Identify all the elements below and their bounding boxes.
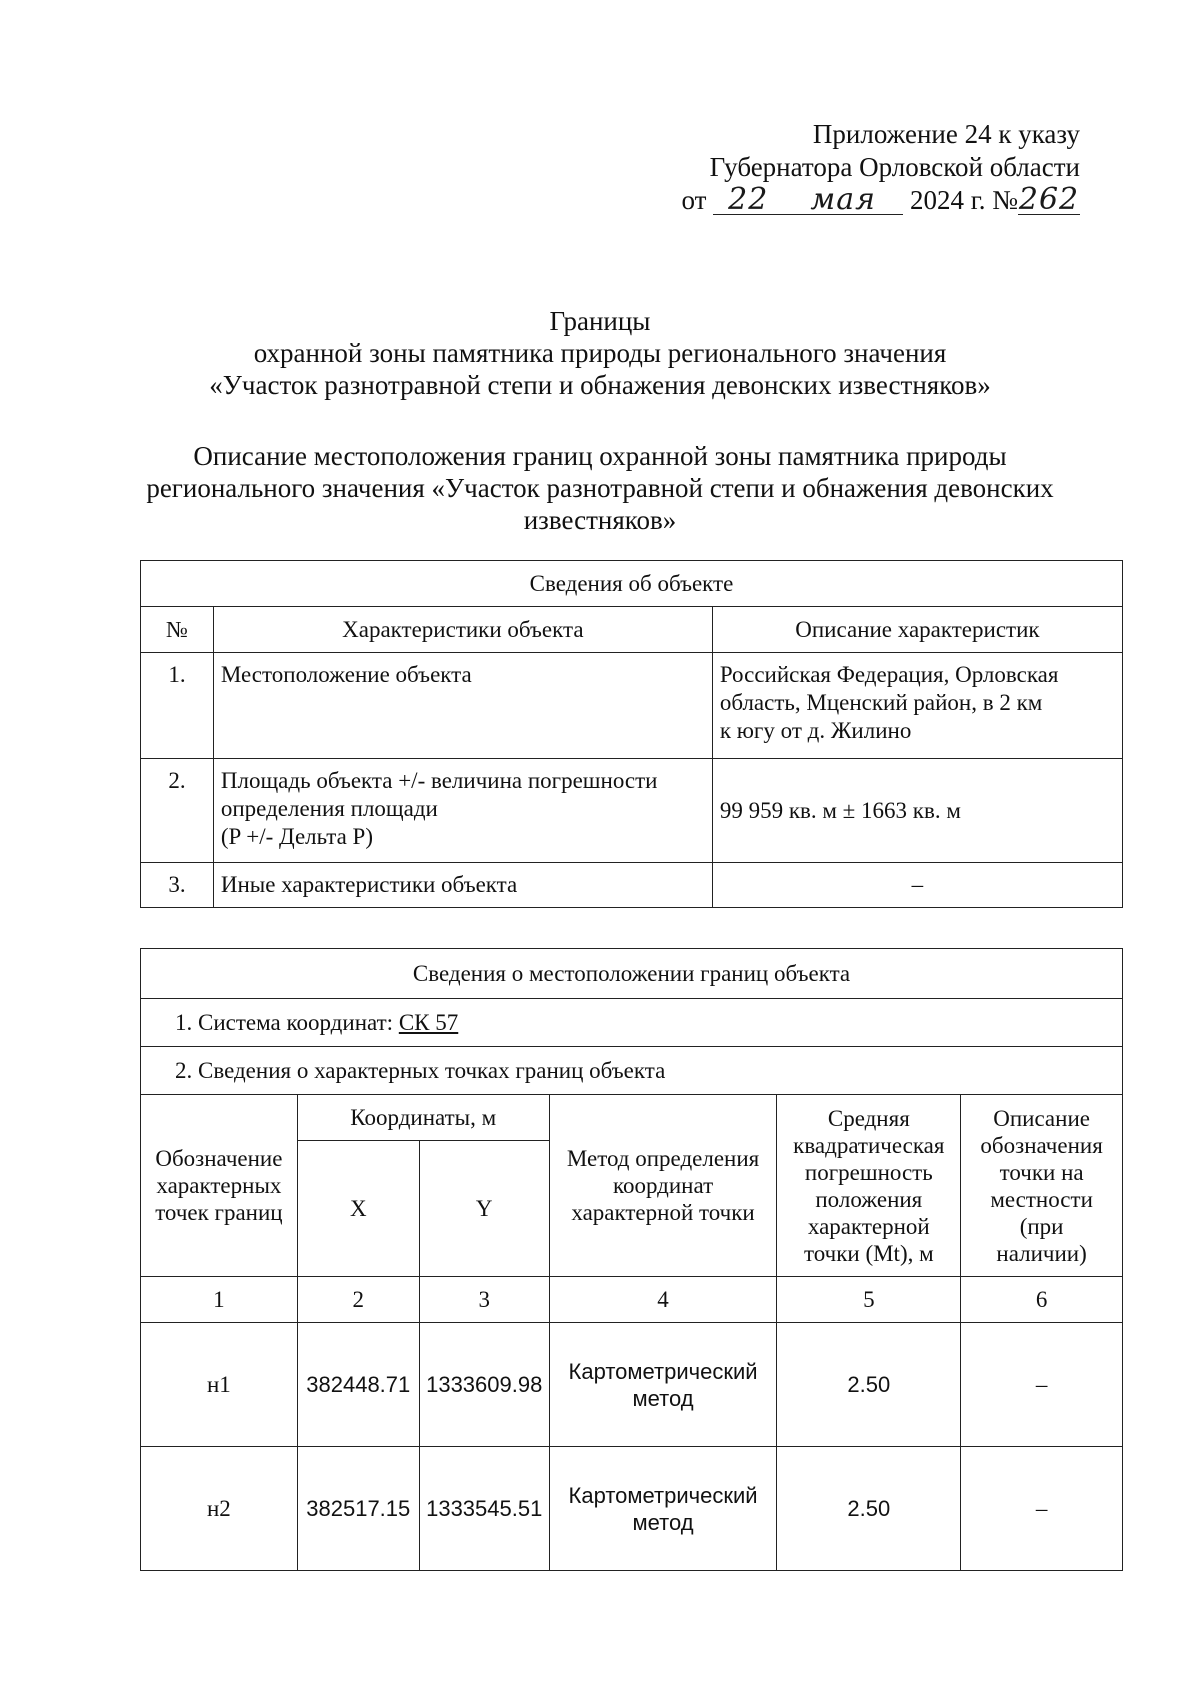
text-line: точки (Mt), м <box>803 1240 934 1266</box>
text-line: точек границ <box>155 1200 283 1225</box>
table-row <box>141 863 1123 908</box>
appendix-line-2: Губернатора Орловской области <box>709 152 1080 182</box>
date-prefix: от <box>681 185 707 215</box>
point-method <box>549 1447 777 1571</box>
document-subtitle <box>120 440 1080 536</box>
point-y: 1333545.51 <box>419 1447 549 1571</box>
text-line: точки на <box>999 1159 1084 1185</box>
text-line: Местоположение объекта <box>220 662 472 687</box>
column-number: 2 <box>297 1277 419 1323</box>
title-line-2: охранной зоны памятника природы регионального значения <box>253 338 947 368</box>
point-error: 2.50 <box>777 1323 961 1447</box>
header-x: X <box>297 1141 419 1277</box>
date-month-handwritten: мая <box>783 186 903 215</box>
header-y: Y <box>419 1141 549 1277</box>
table-row <box>141 1323 1123 1447</box>
row-description <box>712 759 1122 863</box>
point-x: 382448.71 <box>297 1323 419 1447</box>
text-line: Российская Федерация, Орловская <box>719 662 1059 687</box>
subtitle-line-1: Описание местоположения границ охранной зоны памятника природы <box>193 441 1007 471</box>
column-numbers-row <box>141 1277 1123 1323</box>
document-title <box>120 305 1080 401</box>
col-header-number: № <box>141 607 214 653</box>
date-day-handwritten: 22 <box>713 186 783 215</box>
row-number: 2. <box>141 759 214 863</box>
header-error <box>777 1095 961 1277</box>
text-line: наличии) <box>996 1240 1087 1266</box>
col-header-description: Описание характеристик <box>712 607 1122 653</box>
column-number: 3 <box>419 1277 549 1323</box>
point-x: 382517.15 <box>297 1447 419 1571</box>
location-table-caption: Сведения о местоположении границ объекта <box>141 949 1123 999</box>
point-method <box>549 1323 777 1447</box>
text-line: местности <box>990 1186 1093 1212</box>
text-line: Метод определения <box>566 1146 760 1171</box>
text-line: квадратическая <box>793 1132 945 1158</box>
text-line: (при <box>1019 1213 1064 1239</box>
title-line-3: «Участок разнотравной степи и обнажения девонских известняков» <box>209 370 991 400</box>
text-line: Иные характеристики объекта <box>220 872 518 897</box>
text-line: координат <box>612 1173 714 1198</box>
subtitle-line-2: регионального значения «Участок разнотравной степи и обнажения девонских <box>146 473 1054 503</box>
row-characteristic <box>213 759 712 863</box>
column-number: 1 <box>141 1277 298 1323</box>
coord-system-value: СК 57 <box>398 1010 459 1035</box>
boundary-location-table <box>140 948 1123 1571</box>
row-characteristic <box>213 863 712 908</box>
header-designation <box>141 1095 298 1277</box>
column-number: 5 <box>777 1277 961 1323</box>
row-description <box>712 863 1122 908</box>
coordinate-system-row <box>141 999 1123 1047</box>
appendix-date-line <box>660 184 1080 217</box>
text-line: 99 959 кв. м ± 1663 кв. м <box>719 797 961 823</box>
text-line: Описание <box>993 1105 1090 1131</box>
header-method <box>549 1095 777 1277</box>
text-line: определения площади <box>220 796 438 821</box>
text-line: Площадь объекта +/- величина погрешности <box>220 768 658 793</box>
row-number: 1. <box>141 653 214 759</box>
row-characteristic <box>213 653 712 759</box>
text-line: Обозначение <box>155 1146 283 1171</box>
text-line: метод <box>632 1509 694 1535</box>
text-line: характерной точки <box>571 1200 755 1225</box>
coord-system-label: 1. Система координат: <box>175 1010 394 1035</box>
appendix-header <box>660 118 1080 217</box>
text-line: погрешность <box>804 1159 933 1185</box>
table-row <box>141 1447 1123 1571</box>
text-line: (P +/- Дельта P) <box>220 824 374 849</box>
text-line: обозначения <box>980 1132 1103 1158</box>
text-line: Картометрический <box>568 1482 758 1508</box>
point-description: – <box>961 1323 1123 1447</box>
subtitle-line-3: известняков» <box>523 505 677 535</box>
table-row <box>141 759 1123 863</box>
object-info-table <box>140 560 1123 908</box>
points-caption: 2. Сведения о характерных точках границ объекта <box>141 1047 1123 1095</box>
text-line: область, Мценский район, в 2 км <box>719 690 1043 715</box>
table-row <box>141 653 1123 759</box>
appendix-line-1: Приложение 24 к указу <box>812 119 1080 149</box>
header-coordinates: Координаты, м <box>297 1095 549 1141</box>
decree-number-handwritten: 262 <box>1018 182 1080 217</box>
column-number: 4 <box>549 1277 777 1323</box>
text-line: – <box>911 872 924 897</box>
text-line: Картометрический <box>568 1358 758 1384</box>
text-line: метод <box>632 1385 694 1411</box>
title-line-1: Границы <box>549 306 651 336</box>
text-line: к югу от д. Жилино <box>719 718 912 743</box>
date-year: 2024 г. № <box>909 185 1018 215</box>
text-line: характерной <box>807 1213 930 1239</box>
point-description: – <box>961 1447 1123 1571</box>
column-number: 6 <box>961 1277 1123 1323</box>
text-line: положения <box>815 1186 923 1212</box>
row-description <box>712 653 1122 759</box>
point-y: 1333609.98 <box>419 1323 549 1447</box>
point-name: н2 <box>141 1447 298 1571</box>
point-error: 2.50 <box>777 1447 961 1571</box>
point-name: н1 <box>141 1323 298 1447</box>
header-point-description <box>961 1095 1123 1277</box>
object-table-caption: Сведения об объекте <box>141 561 1123 607</box>
row-number: 3. <box>141 863 214 908</box>
text-line: Средняя <box>827 1105 910 1131</box>
col-header-characteristics: Характеристики объекта <box>213 607 712 653</box>
text-line: характерных <box>156 1173 282 1198</box>
